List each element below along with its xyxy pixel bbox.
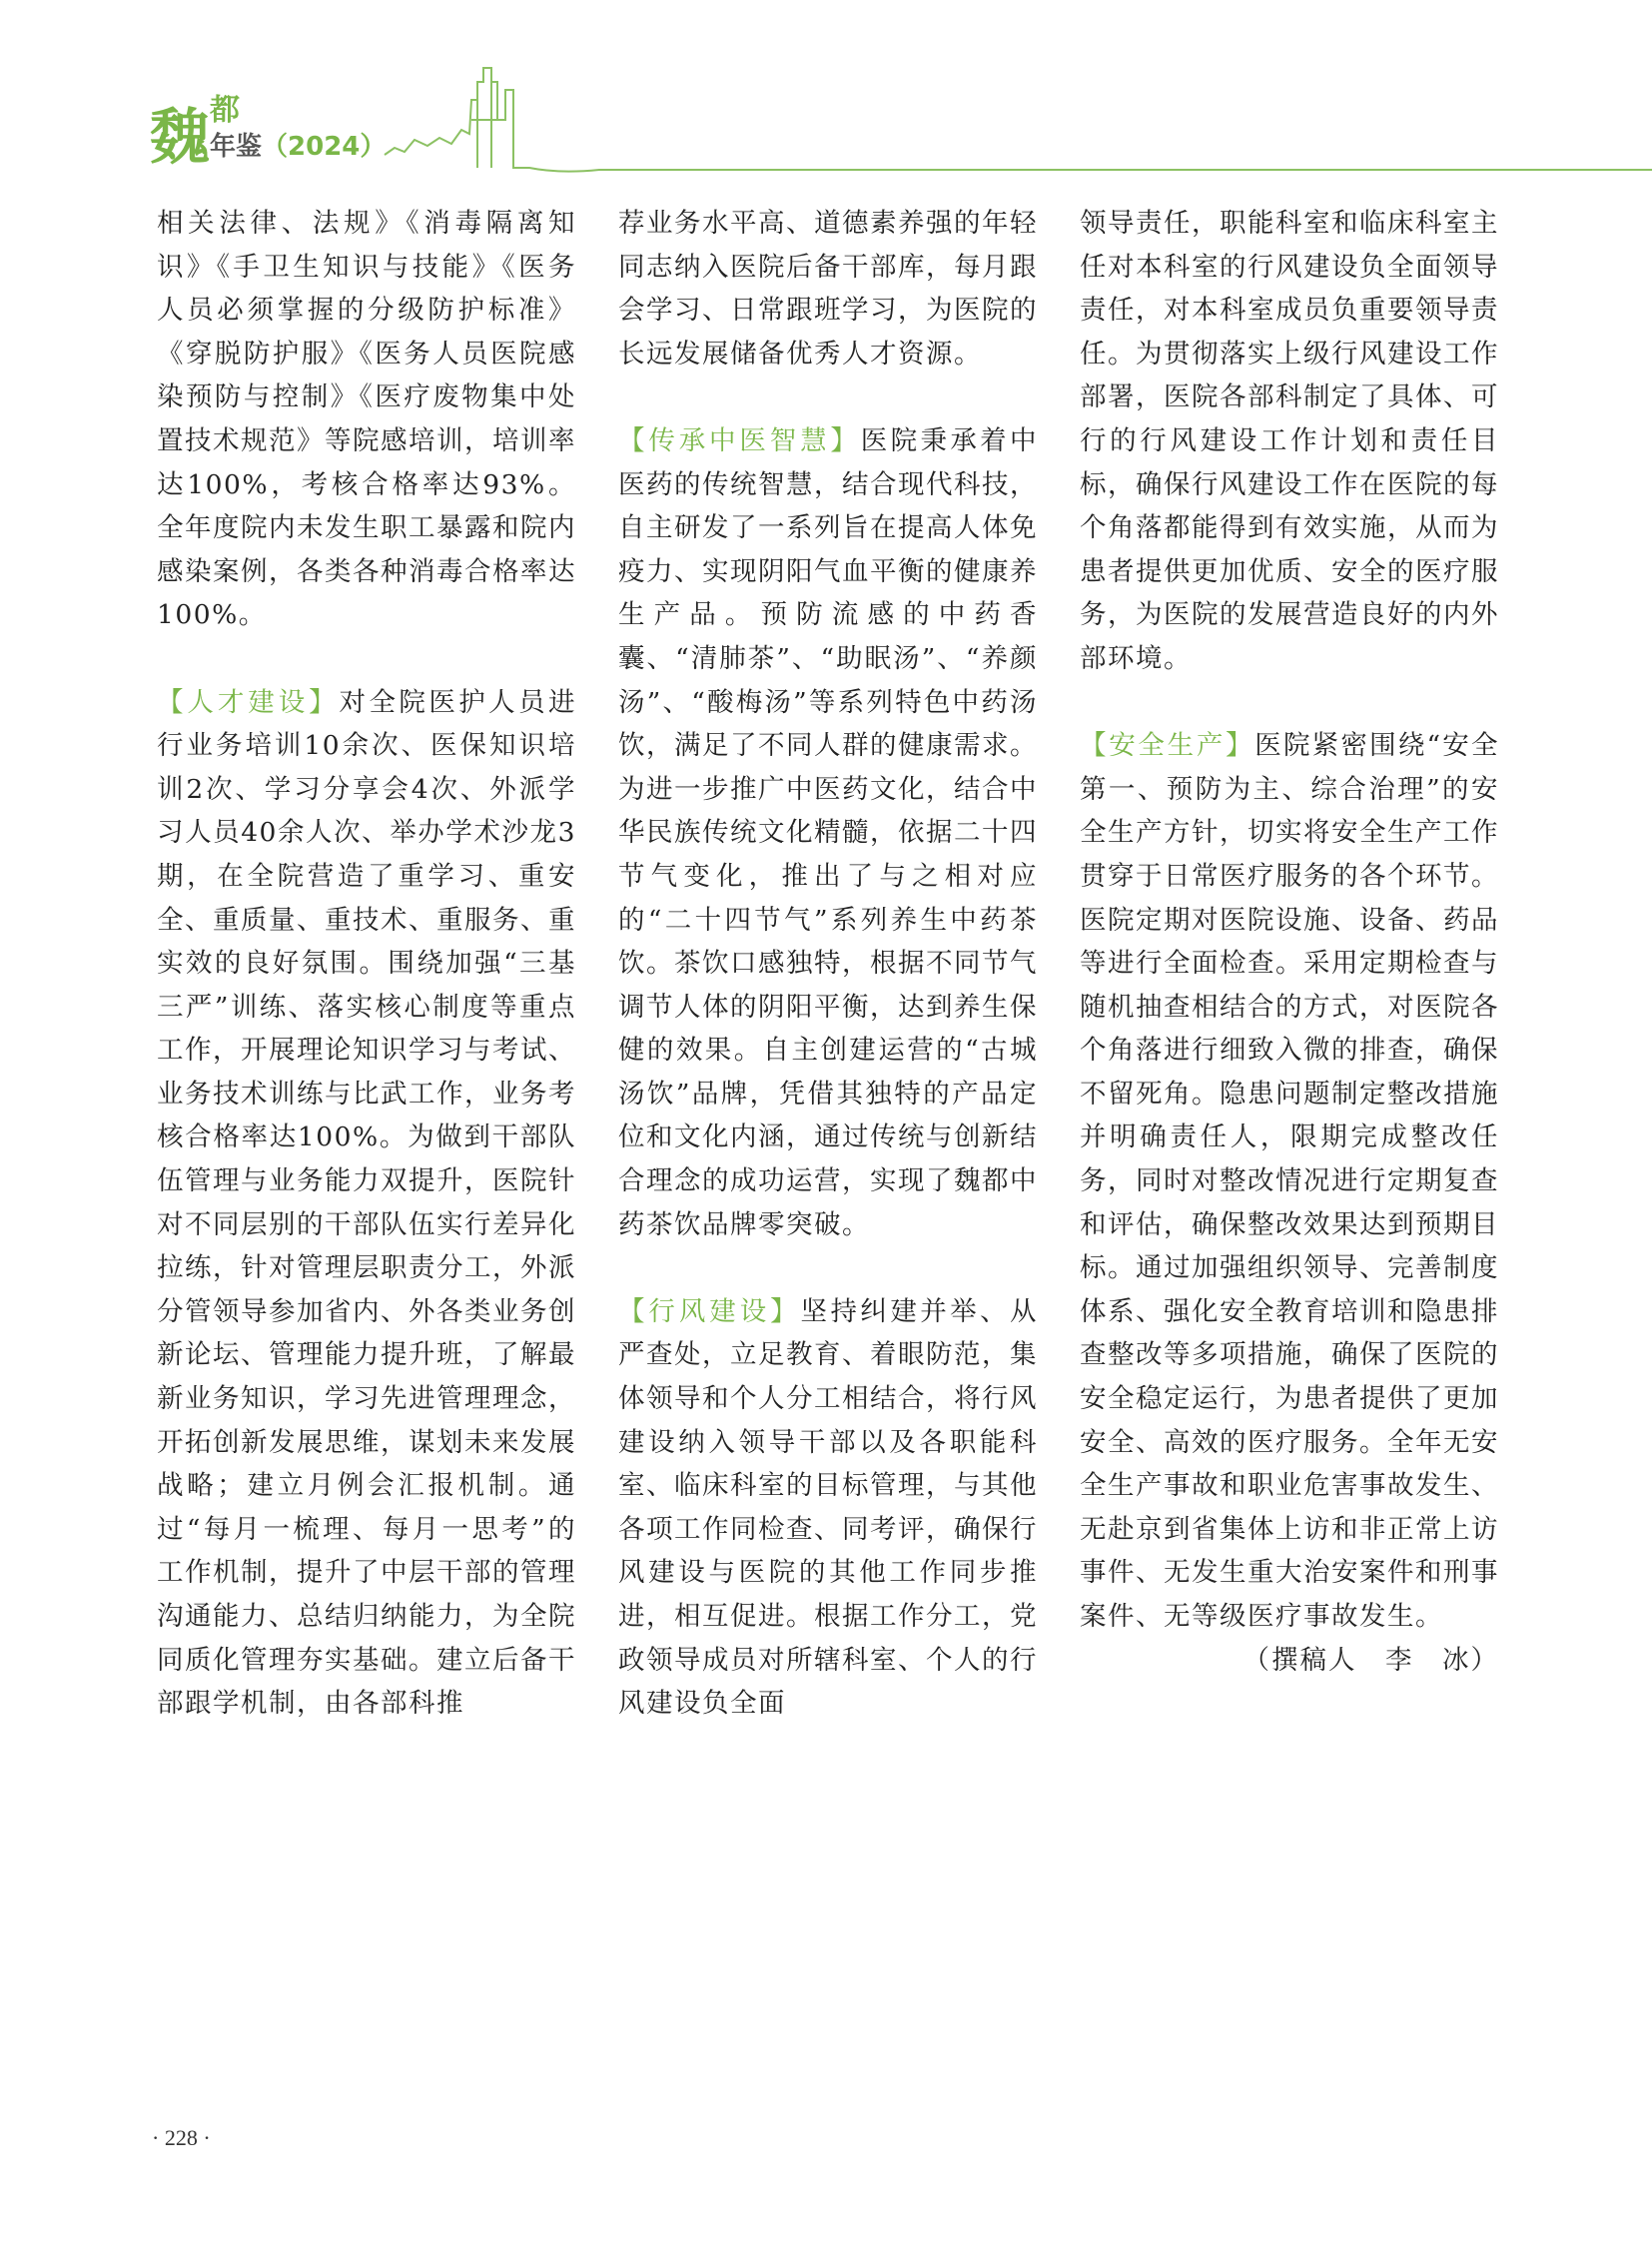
skyline-tower-detail	[471, 82, 497, 168]
author-signature: （撰稿人 李 冰）	[1242, 1644, 1499, 1676]
brand-yearbook-label: 年鉴	[210, 132, 263, 162]
paragraph-gap	[618, 375, 1038, 419]
paragraph-gap	[618, 1246, 1038, 1290]
page-header	[0, 60, 1652, 180]
paragraph-gap	[1080, 681, 1499, 725]
city-skyline-decoration	[0, 60, 1652, 180]
brand-logo-char-wei: 魏	[150, 103, 210, 173]
paragraph	[618, 419, 1038, 1246]
paragraph	[157, 681, 576, 1726]
paragraph-text: 坚持纠建并举、从严查处，立足教育、着眼防范，集体领导和个人分工相结合，将行风建设纳入领导干部以及各职能科室、临床科室的目标管理，与其他各项工作同检查、同考评，确保行风建设与医院的其他工作同步推进，相互促进。根据工作分工，党政领导成员对所辖科室、个人的行风建设负全面	[618, 1295, 1039, 1720]
brand-yearbook-title	[210, 134, 386, 160]
paragraph-text: 医院秉承着中医药的传统智慧，结合现代科技，自主研发了一系列旨在提高人体免疫力、实现阴阳气血平衡的健康养生产品。预防流感的中药香囊、“清肺茶”、“助眠汤”、“养颜汤”、“酸梅汤”等系列特色中药汤饮，满足了不同人群的健康需求。为进一步推广中医药文化，结合中华民族传统文化精髓，依据二十四节气变化，推出了与之相对应的“二十四节气”系列养生中药茶饮。茶饮口感独特，根据不同节气调节人体的阴阳平衡，达到养生保健的效果。自主创建运营的“古城汤饮”品牌，凭借其独特的产品定位和文化内涵，通过传统与创新结合理念的成功运营，实现了魏都中药茶饮品牌零突破。	[618, 424, 1039, 1240]
paragraph-gap	[157, 637, 576, 681]
paragraph	[157, 202, 576, 637]
brand-logo-char-du: 都	[210, 93, 240, 128]
paragraph-text: 领导责任，职能科室和临床科室主任对本科室的行风建设负全面领导责任，对本科室成员负重要领导责任。为贯彻落实上级行风建设工作部署，医院各部科制定了具体、可行的行风建设工作计划和责任目标，确保行风建设工作在医院的每个角落都能得到有效实施，从而为患者提供更加优质、安全的医疗服务，为医院的发展营造良好的内外部环境。	[1080, 208, 1499, 674]
brand-year-label: （2024）	[262, 132, 387, 162]
skyline-outline	[385, 68, 1652, 172]
text-column-3	[1080, 202, 1499, 1682]
paragraph	[618, 1290, 1038, 1726]
paragraph-text: 荐业务水平高、道德素养强的年轻同志纳入医院后备干部库，每月跟会学习、日常跟班学习，为医院的长远发展储备优秀人才资源。	[618, 208, 1038, 370]
section-heading: 【行风建设】	[618, 1295, 801, 1327]
paragraph	[618, 202, 1038, 375]
section-heading: 【传承中医智慧】	[618, 424, 861, 456]
paragraph-text: 相关法律、法规》《消毒隔离知识》《手卫生知识与技能》《医务人员必须掌握的分级防护标准》《穿脱防护服》《医务人员医院感染预防与控制》《医疗废物集中处置技术规范》等院感培训，培训率达100%，考核合格率达93%。全年度院内未发生职工暴露和院内感染案例，各类各种消毒合格率达100%。	[157, 208, 576, 631]
paragraph-text: 医院紧密围绕“安全第一、预防为主、综合治理”的安全生产方针，切实将安全生产工作贯穿于日常医疗服务的各个环节。医院定期对医院设施、设备、药品等进行全面检查。采用定期检查与随机抽查相结合的方式，对医院各个角落进行细致入微的排查，确保不留死角。隐患问题制定整改措施并明确责任人，限期完成整改任务，同时对整改情况进行定期复查和评估，确保整改效果达到预期目标。通过加强组织领导、完善制度体系、强化安全教育培训和隐患排查整改等多项措施，确保了医院的安全稳定运行，为患者提供了更加安全、高效的医疗服务。全年无安全生产事故和职业危害事故发生、无赴京到省集体上访和非正常上访事件、无发生重大治安案件和刑事案件、无等级医疗事故发生。	[1080, 730, 1499, 1632]
paragraph	[1080, 724, 1499, 1638]
paragraph	[1080, 202, 1499, 681]
page-number: · 228 ·	[152, 2125, 211, 2150]
section-heading: 【安全生产】	[1080, 730, 1255, 762]
section-heading: 【人才建设】	[157, 686, 340, 718]
text-column-1	[157, 202, 576, 1726]
paragraph-text: 对全院医护人员进行业务培训10余次、医保知识培训2次、学习分享会4次、外派学习人员40余人次、举办学术沙龙3期，在全院营造了重学习、重安全、重质量、重技术、重服务、重实效的良好氛围。围绕加强“三基三严”训练、落实核心制度等重点工作，开展理论知识学习与考试、业务技术训练与比武工作，业务考核合格率达100%。为做到干部队伍管理与业务能力双提升，医院针对不同层别的干部队伍实行差异化拉练，针对管理层职责分工，外派分管领导参加省内、外各类业务创新论坛、管理能力提升班，了解最新业务知识，学习先进管理理念，开拓创新发展思维，谋划未来发展战略；建立月例会汇报机制。通过“每月一梳理、每月一思考”的工作机制，提升了中层干部的管理沟通能力、总结归纳能力，为全院同质化管理夯实基础。建立后备干部跟学机制，由各部科推	[157, 686, 577, 1720]
text-column-2	[618, 202, 1038, 1726]
